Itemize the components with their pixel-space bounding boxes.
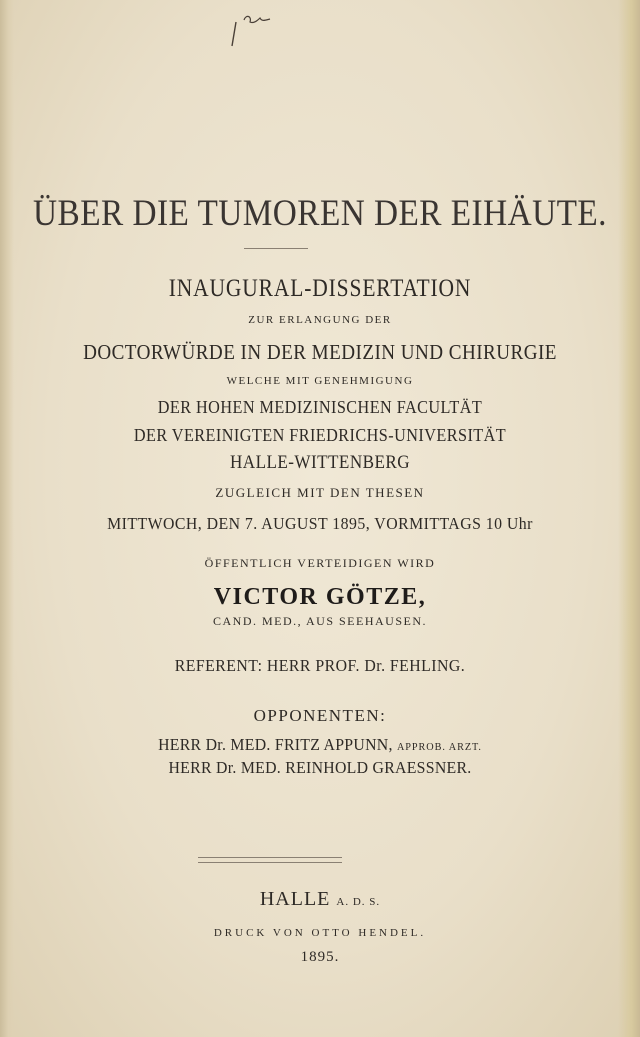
handwritten-shelfmark [226, 10, 286, 50]
dissertation-type: INAUGURAL-DISSERTATION [168, 275, 472, 302]
dissertation-title: ÜBER DIE TUMOREN DER EIHÄUTE. [33, 193, 607, 234]
university-line: DER VEREINIGTEN FRIEDRICHS-UNIVERSITÄT [133, 425, 507, 445]
defense-date-line: MITTWOCH, DEN 7. AUGUST 1895, VORMITTAGS 10 Uhr [107, 514, 533, 533]
imprint-year: 1895. [300, 949, 340, 965]
imprint-city [0, 888, 640, 911]
page-edge-left [0, 0, 14, 1037]
imprint-city-name: HALLE [259, 888, 331, 910]
opponent-1-name: HERR Dr. MED. FRITZ APPUNN, [158, 735, 393, 754]
imprint-city-suffix: A. D. S. [336, 896, 381, 908]
faculty-line: DER HOHEN MEDIZINISCHEN FACULTÄT [157, 397, 483, 417]
page-edge-right [618, 0, 640, 1037]
university-city-line: HALLE-WITTENBERG [229, 452, 411, 473]
opponent-2: HERR Dr. MED. REINHOLD GRAESSNER. [168, 758, 472, 777]
approval-line: WELCHE MIT GENEHMIGUNG [226, 375, 414, 387]
opponent-1-title: APPROB. ARZT. [396, 741, 482, 753]
theses-line: ZUGLEICH MIT DEN THESEN [215, 485, 425, 500]
opponents-heading: OPPONENTEN: [253, 706, 387, 725]
author-name: VICTOR GÖTZE, [213, 584, 427, 610]
referent-line: REFERENT: HERR PROF. Dr. FEHLING. [174, 656, 466, 675]
author-info: CAND. MED., AUS SEEHAUSEN. [212, 614, 427, 628]
purpose-line: ZUR ERLANGUNG DER [248, 314, 392, 326]
opponent-1 [22, 735, 617, 755]
degree-line: DOCTORWÜRDE IN DER MEDIZIN UND CHIRURGIE [83, 340, 557, 364]
printer-line: DRUCK VON OTTO HENDEL. [213, 927, 427, 939]
defense-line: ÖFFENTLICH VERTEIDIGEN WIRD [204, 556, 436, 570]
double-rule-divider [198, 857, 342, 863]
title-divider [244, 248, 308, 249]
